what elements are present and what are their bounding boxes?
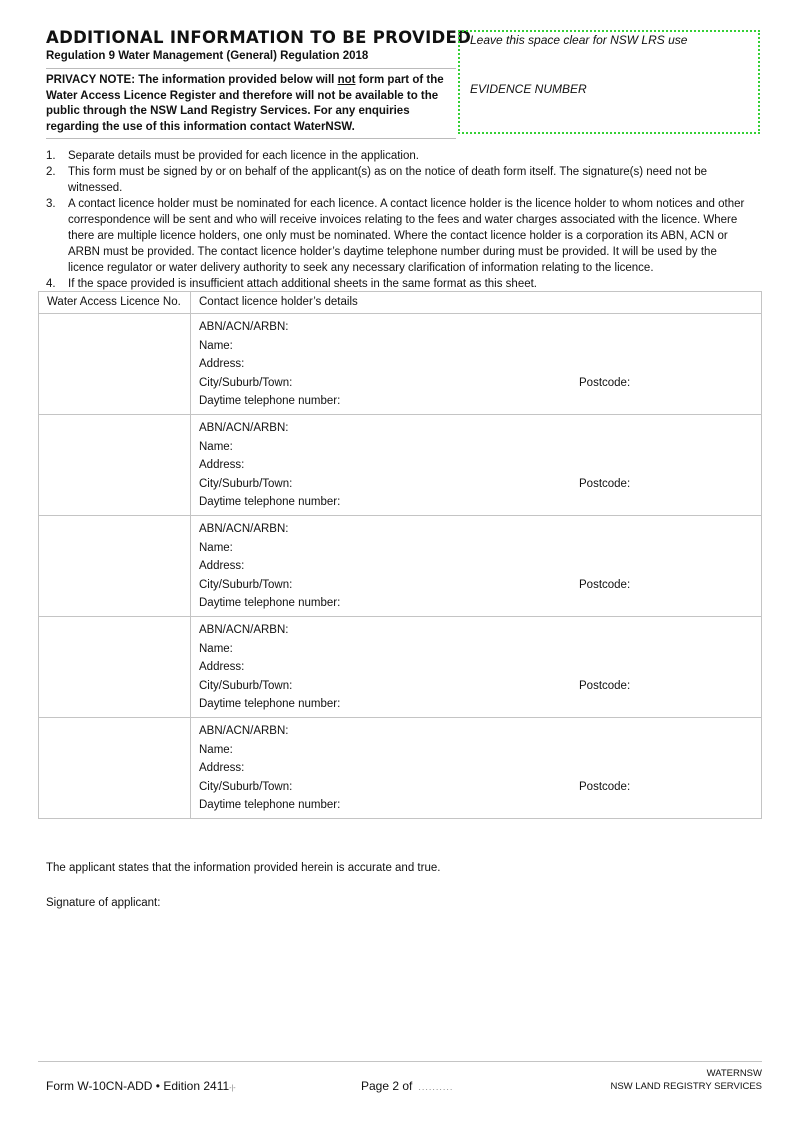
name-field-label: Name: [199,642,233,655]
abn-field-label: ABN/ACN/ARBN: [199,725,289,737]
licence-number-cell[interactable] [39,415,191,516]
licence-number-header: Water Access Licence No. [39,292,191,314]
postcode-field-label: Postcode: [579,679,631,692]
form-header [46,28,472,139]
address-field-label: Address: [199,762,245,775]
form-id-text: Form W-10CN-ADD • Edition 2411 [46,1079,230,1093]
table-row [39,415,762,516]
licence-details-table [38,291,762,819]
table-header-row [39,292,762,314]
instruction-item [46,148,750,164]
phone-field-label: Daytime telephone number: [199,597,341,610]
phone-field-label: Daytime telephone number: [199,496,341,509]
city-postcode-line [199,475,761,494]
instructions-list [46,148,750,292]
applicant-statement: The applicant states that the information provided herein is accurate and true. [46,862,441,874]
page-number [361,1079,453,1093]
header-divider [46,68,456,69]
instruction-text: This form must be signed by or on behalf of the applicant(s) as on the notice of death form itself. The signature(s) need not be witnessed. [68,166,708,194]
licence-number-cell[interactable] [39,314,191,415]
phone-field-label: Daytime telephone number: [199,698,341,711]
address-field-label: Address: [199,661,245,674]
address-field-label: Address: [199,358,245,371]
phone-field-label: Daytime telephone number: [199,799,341,812]
city-postcode-line [199,374,761,393]
signature-label: Signature of applicant: [46,897,161,909]
contact-details-cell[interactable] [191,617,762,718]
form-subtitle: Regulation 9 Water Management (General) Regulation 2018 [46,50,369,62]
city-field-label: City/Suburb/Town: [199,477,293,490]
name-field-label: Name: [199,541,233,554]
table-row [39,718,762,819]
page-label: Page 2 of [361,1079,413,1093]
licence-number-cell[interactable] [39,516,191,617]
instruction-item [46,164,750,196]
city-postcode-line [199,778,761,797]
instruction-number: 2. [46,166,56,178]
instruction-item [46,276,750,292]
table-row [39,617,762,718]
instruction-item [46,196,750,276]
organisation-block [610,1067,762,1093]
abn-field-label: ABN/ACN/ARBN: [199,523,289,535]
postcode-field-label: Postcode: [579,578,631,591]
licence-number-cell[interactable] [39,617,191,718]
table-row [39,516,762,617]
org-nsw-lrs: NSW LAND REGISTRY SERVICES [610,1081,762,1092]
licence-number-cell[interactable] [39,718,191,819]
org-waternsw: WATERNSW [706,1068,762,1079]
name-field-label: Name: [199,743,233,756]
form-identifier [46,1079,236,1093]
privacy-note [46,73,456,135]
abn-field-label: ABN/ACN/ARBN: [199,624,289,636]
city-field-label: City/Suburb/Town: [199,780,293,793]
privacy-note-emphasis: not [337,74,356,86]
instruction-number: 3. [46,198,56,210]
city-field-label: City/Suburb/Town: [199,679,293,692]
table-row [39,314,762,415]
postcode-field-label: Postcode: [579,780,631,793]
abn-field-label: ABN/ACN/ARBN: [199,422,289,434]
evidence-number-label: EVIDENCE NUMBER [470,82,587,96]
instruction-number: 1. [46,150,56,162]
instruction-text: A contact licence holder must be nominated for each licence. A contact licence holder is the licence holder to whom notices and other correspondence will be sent and who will receive invoices relating to the fees and water charges associated with the licence. Where there are multiple licence holders, one only must be nominated. Where the contact licence holder is a corporation its ABN, ACN or ARBN must be provided. The contact licence holder’s daytime telephone number during must be provided. It will be used by the licence regulator or water delivery authority to seek any necessary clarification of information relating to the licence. [68,198,745,274]
phone-field-label: Daytime telephone number: [199,395,341,408]
privacy-note-suffix: form part of the Water Access Licence Register and therefore will not be available to the public through the NSW Land Registry Services. For any enquiries regarding the use of this information contact WaterNSW. [46,74,444,133]
instruction-text: Separate details must be provided for each licence in the application. [68,150,419,162]
name-field-label: Name: [199,440,233,453]
postcode-field-label: Postcode: [579,477,631,490]
address-field-label: Address: [199,560,245,573]
city-field-label: City/Suburb/Town: [199,578,293,591]
instruction-text: If the space provided is insufficient attach additional sheets in the same format as this sheet. [68,278,537,290]
page-total-blank[interactable]: .......... [418,1082,454,1092]
lrs-clear-label: Leave this space clear for NSW LRS use [470,33,688,47]
print-mark: -|- [229,1085,236,1092]
city-postcode-line [199,576,761,595]
contact-details-cell[interactable] [191,314,762,415]
form-title: ADDITIONAL INFORMATION TO BE PROVIDED [46,28,472,47]
city-field-label: City/Suburb/Town: [199,376,293,389]
contact-details-cell[interactable] [191,718,762,819]
instruction-number: 4. [46,278,56,290]
city-postcode-line [199,677,761,696]
footer-divider [38,1061,762,1062]
contact-details-cell[interactable] [191,415,762,516]
name-field-label: Name: [199,339,233,352]
lrs-use-box [458,30,760,134]
abn-field-label: ABN/ACN/ARBN: [199,321,289,333]
contact-details-cell[interactable] [191,516,762,617]
contact-details-header: Contact licence holder’s details [191,292,762,314]
privacy-note-prefix: PRIVACY NOTE: The information provided below will [46,74,338,86]
postcode-field-label: Postcode: [579,376,631,389]
privacy-divider [46,138,456,139]
address-field-label: Address: [199,459,245,472]
